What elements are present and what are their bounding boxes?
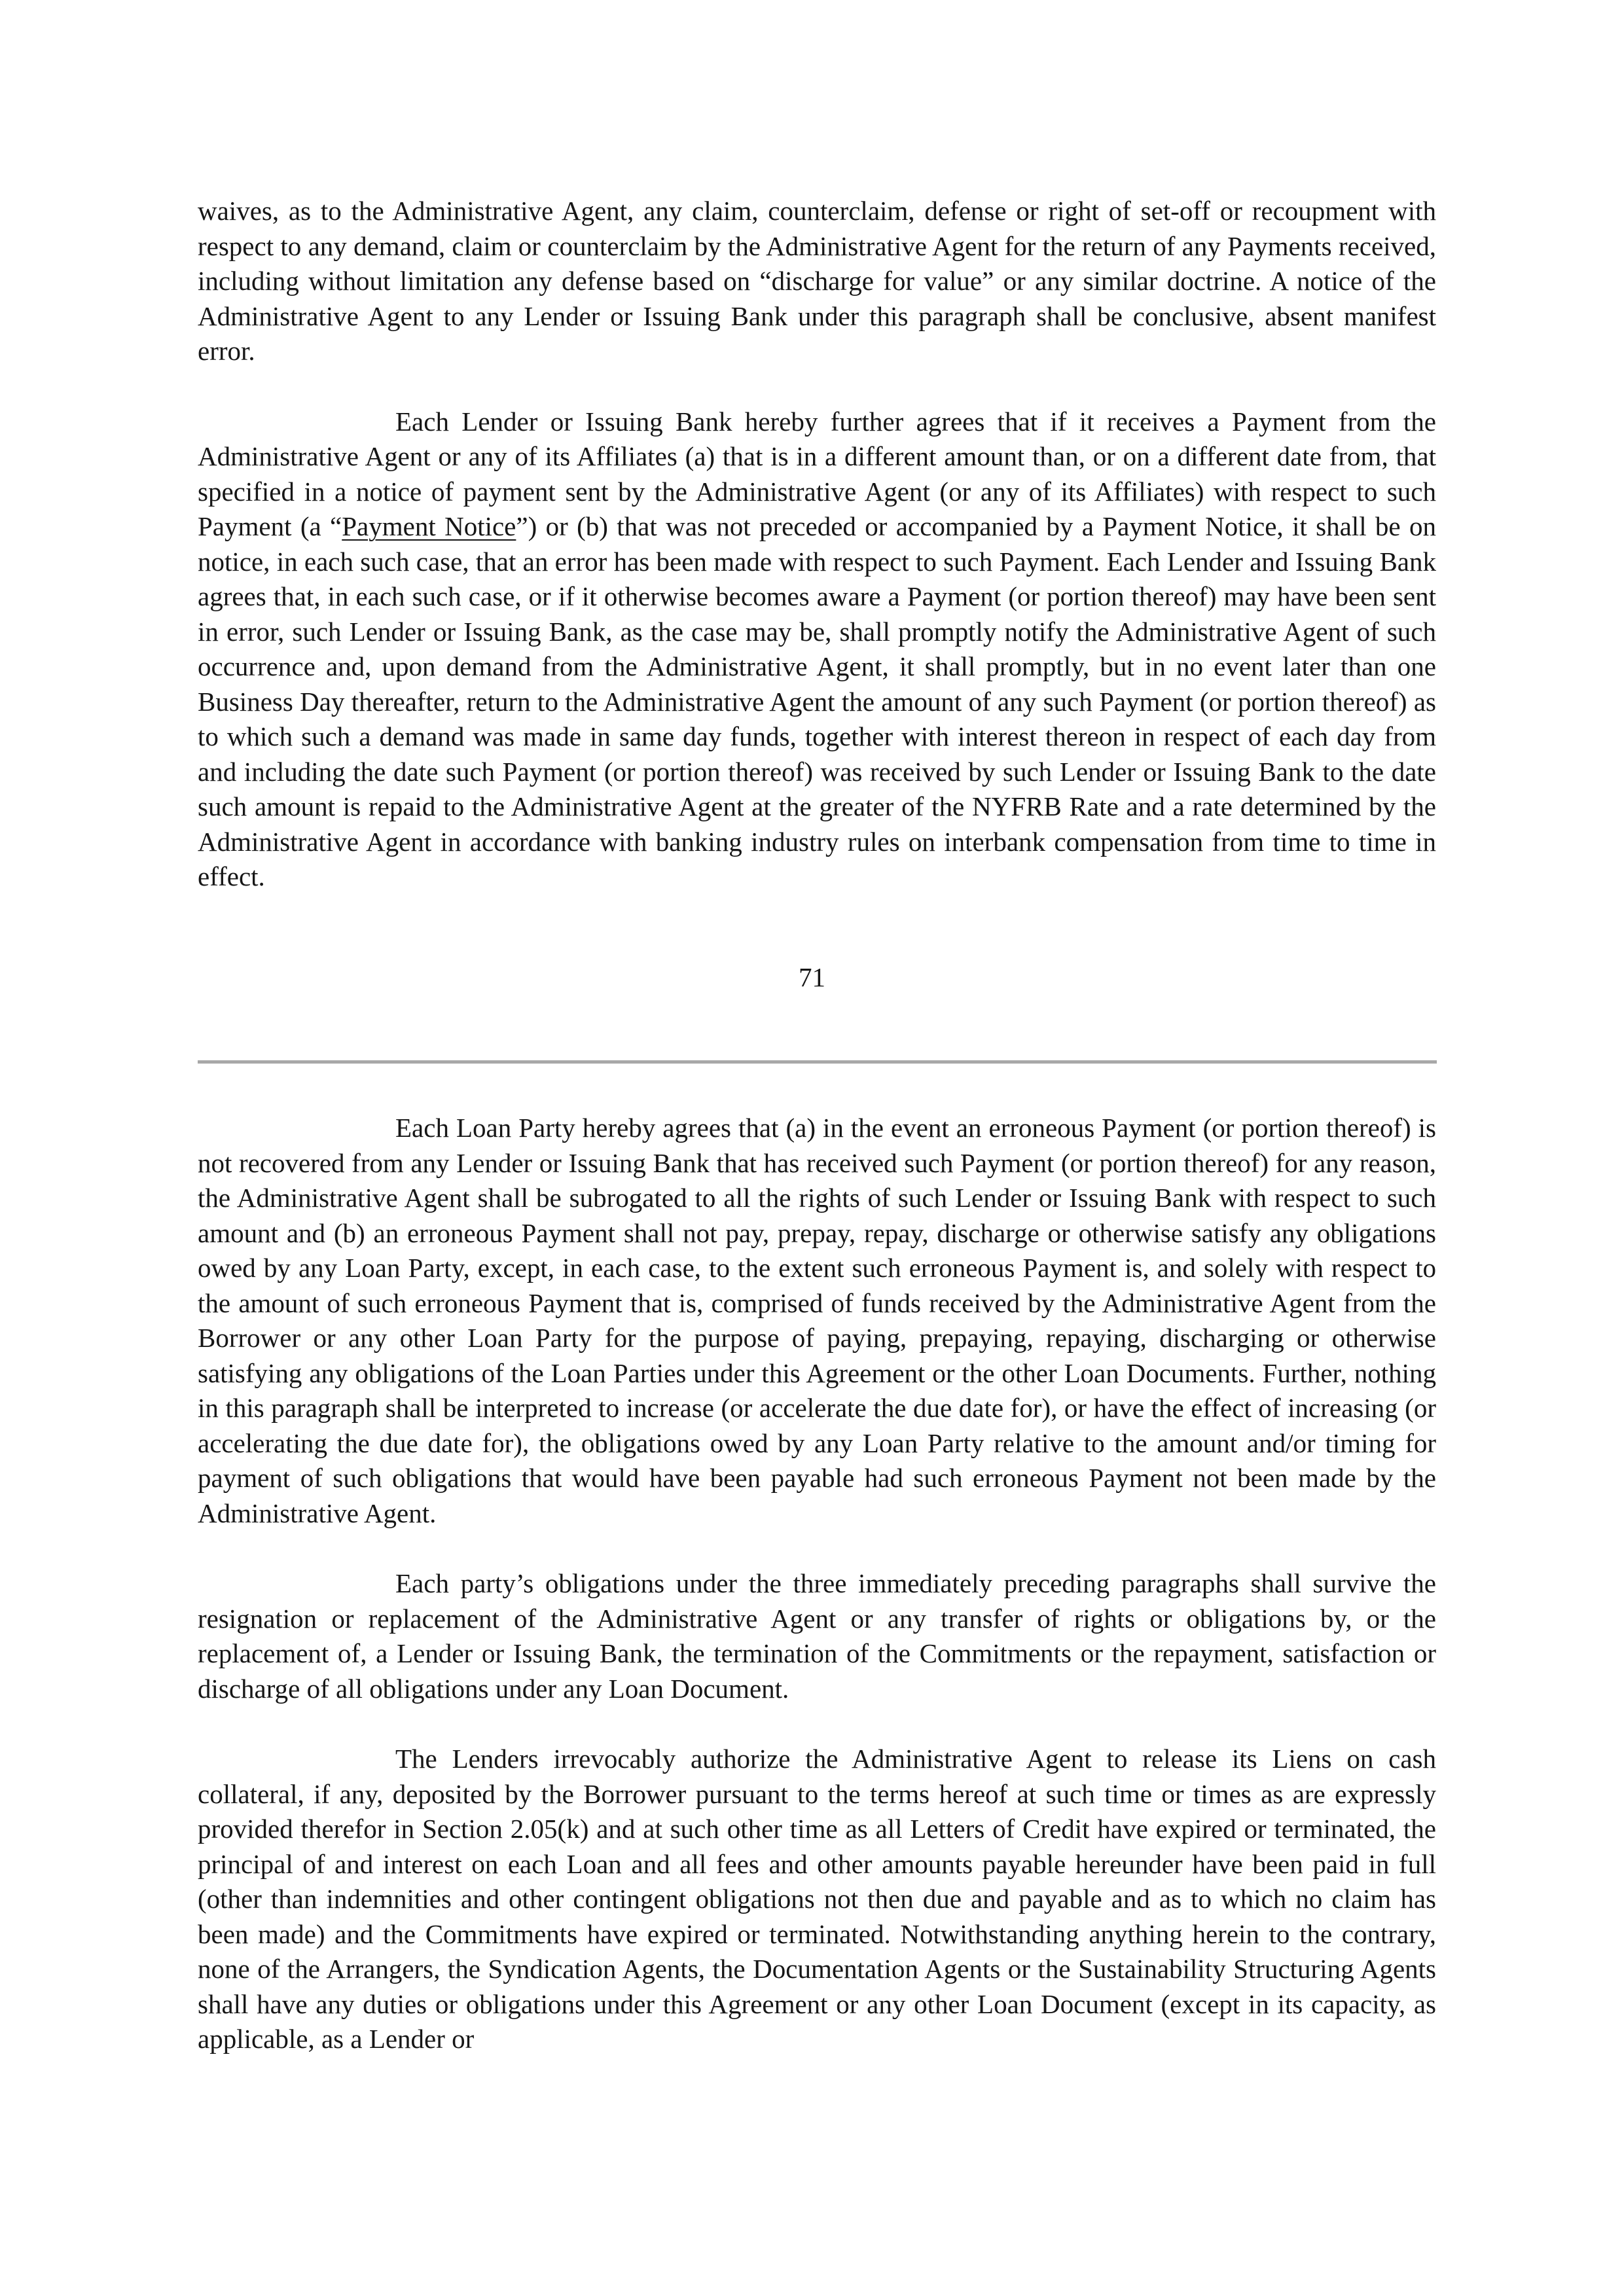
paragraph-release-liens: The Lenders irrevocably authorize the Administrative Agent to release its Liens on cash collateral, if any, deposited by the Borrower pursuant to the terms hereof at such time or times as are expressly provided therefor in Section 2.05(k) and at such other time as all Letters of Credit have expired or terminated, the principal of and interest on each Loan and all fees and other amounts payable hereunder have been paid in full (other than indemnities and other contingent obligations not then due and payable and as to which no claim has been made) and the Commitments have expired or terminated. Notwithstanding anything herein to the contrary, none of the Arrangers, the Syndication Agents, the Documentation Agents or the Sustainability Structuring Agents shall have any duties or obligations under this Agreement or any other Loan Document (except in its capacity, as applicable, as a Lender or [198,1744,1436,2054]
page-break-divider [198,1060,1437,1064]
paragraph-waiver: waives, as to the Administrative Agent, any claim, counterclaim, defense or right of set-off or recoupment with respect to any demand, claim or counterclaim by the Administrative Agent for the return of any Payments received, including without limitation any defense based on “discharge for value” or any similar doctrine. A notice of the Administrative Agent to any Lender or Issuing Bank under this paragraph shall be conclusive, absent manifest error. [198,196,1436,366]
defined-term-payment-notice: Payment Notice [342,511,516,541]
page-number: 71 [799,962,825,992]
paragraph-survival: Each party’s obligations under the three immediately preceding paragraphs shall survive the resignation or replacement of the Administrative Agent or any transfer of rights or obligations by, or the replacement of, a Lender or Issuing Bank, the termination of the Commitments or the repayment, satisfaction or discharge of all obligations under any Loan Document. [198,1568,1436,1704]
paragraph-text-before-term: Each Lender or Issuing Bank hereby further agrees that if it receives a Payment from the Administrative Agent or any of its Affiliates (a) that is in a different amount than, or on a different date from, that specified in a notice of payment sent by the Administrative Agent (or any of its Affiliates) with respect to such Payment (a “ [198,406,1436,541]
paragraph-loan-party-agreement: Each Loan Party hereby agrees that (a) in the event an erroneous Payment (or portion thereof) is not recovered from any Lender or Issuing Bank that has received such Payment (or portion thereof) for any reason, the Administrative Agent shall be subrogated to all the rights of such Lender or Issuing Bank with respect to such amount and (b) an erroneous Payment shall not pay, prepay, repay, discharge or otherwise satisfy any obligations owed by any Loan Party, except, in each case, to the extent such erroneous Payment is, and solely with respect to the amount of such erroneous Payment that is, comprised of funds received by the Administrative Agent from the Borrower or any other Loan Party for the purpose of paying, prepaying, repaying, discharging or otherwise satisfying any obligations of the Loan Parties under this Agreement or the other Loan Documents. Further, nothing in this paragraph shall be interpreted to increase (or accelerate the due date for), or have the effect of increasing (or accelerating the due date for), the obligations owed by any Loan Party relative to the amount and/or timing for payment of such obligations that would have been payable had such erroneous Payment not been made by the Administrative Agent. [198,1113,1436,1528]
document-top-section [198,194,1436,895]
document-bottom-section [198,1111,1436,2057]
paragraph-text-after-term: ”) or (b) that was not preceded or accompanied by a Payment Notice, it shall be on notice, in each such case, that an error has been made with respect to such Payment. Each Lender and Issuing Bank agrees that, in each such case, or if it otherwise becomes aware a Payment (or portion thereof) may have been sent in error, such Lender or Issuing Bank, as the case may be, shall promptly notify the Administrative Agent of such occurrence and, upon demand from the Administrative Agent, it shall promptly, but in no event later than one Business Day thereafter, return to the Administrative Agent the amount of any such Payment (or portion thereof) as to which such a demand was made in same day funds, together with interest thereon in respect of each day from and including the date such Payment (or portion thereof) was received by such Lender or Issuing Bank to the date such amount is repaid to the Administrative Agent at the greater of the NYFRB Rate and a rate determined by the Administrative Agent in accordance with banking industry rules on interbank compensation from time to time in effect. [198,511,1436,891]
paragraph-payment-notice [198,404,1436,895]
